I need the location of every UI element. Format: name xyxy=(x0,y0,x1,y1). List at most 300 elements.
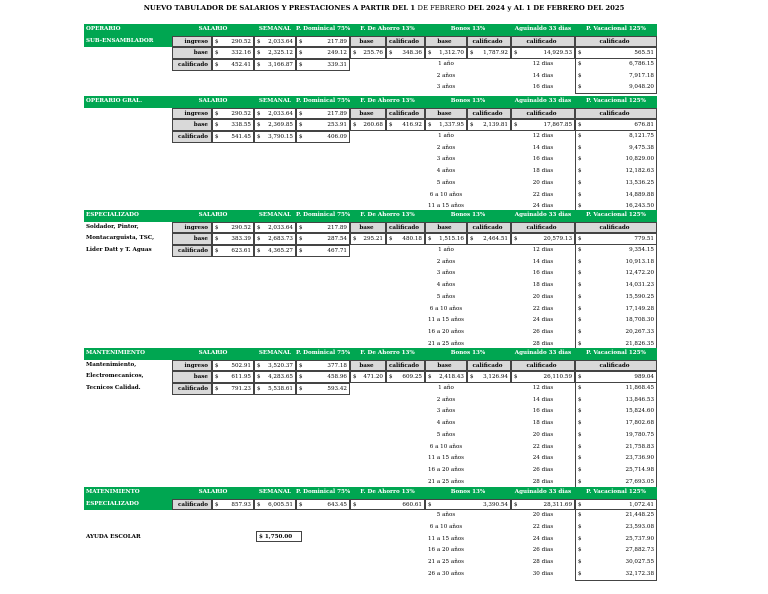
days-label: 12 dias xyxy=(532,61,554,68)
currency-symbol: $ xyxy=(470,50,474,57)
vacation-amount xyxy=(575,465,657,477)
vacation-amount xyxy=(575,557,657,569)
salario-cell xyxy=(212,499,254,511)
header-vacacional: P. Vacacional 125% xyxy=(575,96,657,108)
currency-symbol: $ xyxy=(578,512,582,519)
semanal-cell xyxy=(254,499,296,511)
cell-value: 348.36 xyxy=(402,50,422,57)
cell-value: 6,786.15 xyxy=(629,61,654,68)
dominical-cell xyxy=(296,222,350,234)
days-label: 26 dias xyxy=(532,466,554,473)
salario-cell xyxy=(212,383,254,395)
currency-symbol: $ xyxy=(389,374,393,381)
header-ahorro: F. De Ahorro 13% xyxy=(350,348,425,360)
aguinaldo-calificado-label: calificado xyxy=(511,360,575,372)
header-vacacional: P. Vacacional 125% xyxy=(575,210,657,222)
ahorro-calificado-label: calificado xyxy=(386,360,425,372)
cell-value: 217.89 xyxy=(327,110,347,117)
cell-value: 791.23 xyxy=(231,386,251,393)
cell-value: 30,027.55 xyxy=(625,559,654,566)
ahorro-calificado-label: calificado xyxy=(386,222,425,234)
vacation-amount xyxy=(575,383,657,395)
currency-symbol: $ xyxy=(578,305,582,312)
currency-symbol: $ xyxy=(299,362,303,369)
level-label: calificado xyxy=(172,245,212,257)
header-salario: SALARIO xyxy=(172,348,254,360)
vacation-amount xyxy=(575,327,657,339)
page-title xyxy=(0,4,768,12)
cell-value: 857.93 xyxy=(231,501,251,508)
ahorro-base-label: base xyxy=(350,108,386,120)
bonos-base-value xyxy=(425,371,467,383)
level-label: base xyxy=(172,371,212,383)
years-label: 3 años xyxy=(436,408,456,415)
vacation-amount xyxy=(575,315,657,327)
cell-value: 1,312.70 xyxy=(439,50,464,57)
ahorro-base-value xyxy=(350,119,386,131)
bonos-base-value xyxy=(425,233,467,245)
salario-cell xyxy=(212,131,254,143)
cell-value: 23,736.90 xyxy=(625,455,654,462)
header-salario: SALARIO xyxy=(172,96,254,108)
days-label: 24 dias xyxy=(532,317,554,324)
cell-value: 5,538.61 xyxy=(268,386,293,393)
vacation-amount xyxy=(575,304,657,316)
currency-symbol: $ xyxy=(353,374,357,381)
bonos-base-label: base xyxy=(425,360,467,372)
days-label: 22 dias xyxy=(532,524,554,531)
cell-value: 416.92 xyxy=(402,122,422,129)
bonos-calificado-label: calificado xyxy=(467,222,511,234)
currency-symbol: $ xyxy=(578,203,582,210)
currency-symbol: $ xyxy=(578,328,582,335)
aguinaldo-value xyxy=(511,233,575,245)
header-ahorro: F. De Ahorro 13% xyxy=(350,24,425,36)
cell-value: 260.68 xyxy=(363,122,383,129)
currency-symbol: $ xyxy=(257,501,261,508)
cell-value: 1,787.92 xyxy=(483,50,508,57)
currency-symbol: $ xyxy=(578,535,582,542)
cell-value: 21,448.25 xyxy=(625,512,654,519)
cell-value: 2,464.51 xyxy=(483,236,508,243)
cell-value: 249.12 xyxy=(327,50,347,57)
currency-symbol: $ xyxy=(215,501,219,508)
cell-value: 17,867.85 xyxy=(543,122,572,129)
section-description: Mantenimiento, xyxy=(86,361,137,368)
years-label: 3 años xyxy=(436,156,456,163)
years-label: 16 a 20 años xyxy=(427,466,465,473)
cell-value: 609.25 xyxy=(402,374,422,381)
bonos-base-label: base xyxy=(425,108,467,120)
years-label: 3 años xyxy=(436,84,456,91)
currency-symbol: $ xyxy=(428,122,432,129)
header-vacacional: P. Vacacional 125% xyxy=(575,24,657,36)
cell-value: 1,750.00 xyxy=(264,534,293,540)
cell-value: 295.21 xyxy=(363,236,383,243)
section-description: Tecnicos Calidad. xyxy=(86,385,141,392)
days-label: 20 dias xyxy=(532,431,554,438)
cell-value: 3,166.87 xyxy=(268,62,293,69)
currency-symbol: $ xyxy=(215,224,219,231)
vacacional-calificado-value xyxy=(575,499,657,511)
currency-symbol: $ xyxy=(514,122,518,129)
ahorro-calificado-value xyxy=(386,233,425,245)
section-name: MATENIMIENTO xyxy=(84,487,172,499)
cell-value: 2,325.12 xyxy=(268,50,293,57)
ahorro-calificado-value xyxy=(386,47,425,59)
currency-symbol: $ xyxy=(428,374,432,381)
vacation-amount xyxy=(575,522,657,534)
aguinaldo-value xyxy=(511,499,575,511)
cell-value: 2,139.81 xyxy=(483,122,508,129)
cell-value: 19,780.75 xyxy=(625,431,654,438)
semanal-cell xyxy=(254,222,296,234)
vacation-amount xyxy=(575,154,657,166)
days-label: 28 dias xyxy=(532,340,554,347)
semanal-cell xyxy=(254,383,296,395)
vacation-amount xyxy=(575,545,657,557)
currency-symbol: $ xyxy=(578,385,582,392)
currency-symbol: $ xyxy=(578,191,582,198)
vacation-amount xyxy=(575,131,657,143)
bonos-calificado-value xyxy=(467,371,511,383)
years-label: 2 años xyxy=(436,72,456,79)
header-bonos: Bonos 13% xyxy=(425,24,511,36)
currency-symbol: $ xyxy=(299,50,303,57)
currency-symbol: $ xyxy=(389,236,393,243)
years-label: 6 a 10 años xyxy=(429,443,463,450)
days-label: 16 dias xyxy=(532,156,554,163)
vacation-amount xyxy=(575,143,657,155)
level-label: calificado xyxy=(172,499,212,511)
salario-cell xyxy=(212,371,254,383)
years-label: 5 años xyxy=(436,512,456,519)
section-description: Electromecanicos, xyxy=(86,373,144,380)
cell-value: 541.45 xyxy=(231,134,251,141)
ahorro-base-value xyxy=(350,233,386,245)
dominical-cell xyxy=(296,360,350,372)
bonos-base-value xyxy=(425,119,467,131)
level-label: calificado xyxy=(172,59,212,71)
days-label: 18 dias xyxy=(532,420,554,427)
days-label: 24 dias xyxy=(532,535,554,542)
semanal-cell xyxy=(254,59,296,71)
currency-symbol: $ xyxy=(578,340,582,347)
semanal-cell xyxy=(254,36,296,48)
cell-value: 32,172.38 xyxy=(625,570,654,577)
currency-symbol: $ xyxy=(578,431,582,438)
years-label: 21 a 25 años xyxy=(427,340,465,347)
dominical-cell xyxy=(296,245,350,257)
header-aguinaldo: Aguinaldo 33 dias xyxy=(511,487,575,499)
currency-symbol: $ xyxy=(578,559,582,566)
currency-symbol: $ xyxy=(257,134,261,141)
section-description: Soldador, Pintor, xyxy=(86,223,139,230)
cell-value: 779.51 xyxy=(634,236,654,243)
salario-cell xyxy=(212,360,254,372)
cell-value: 406.09 xyxy=(327,134,347,141)
years-label: 6 a 10 años xyxy=(429,524,463,531)
vacation-amount xyxy=(575,166,657,178)
value: 3,390.54 xyxy=(483,501,508,508)
currency-symbol: $ xyxy=(259,534,263,540)
vacation-amount xyxy=(575,292,657,304)
days-label: 12 dias xyxy=(532,247,554,254)
years-label: 1 año xyxy=(438,385,454,392)
currency-symbol: $ xyxy=(299,501,303,508)
header-aguinaldo: Aguinaldo 33 dias xyxy=(511,24,575,36)
cell-value: 643.45 xyxy=(327,501,347,508)
currency-symbol: $ xyxy=(578,317,582,324)
days-label: 30 dias xyxy=(532,570,554,577)
ahorro-calificado-label: calificado xyxy=(386,108,425,120)
cell-value: DE FEBRERO xyxy=(417,4,466,12)
vacation-amount xyxy=(575,395,657,407)
cell-value: 12,472.20 xyxy=(625,270,654,277)
cell-value: 15,590.25 xyxy=(625,293,654,300)
semanal-cell xyxy=(254,360,296,372)
bonos-calificado-value xyxy=(467,233,511,245)
cell-value: 2,033.64 xyxy=(268,38,293,45)
bonos-calificado-label: calificado xyxy=(467,360,511,372)
ahorro-calificado-value xyxy=(386,119,425,131)
dominical-cell xyxy=(296,371,350,383)
cell-value: 290.52 xyxy=(231,224,251,231)
currency-symbol: $ xyxy=(578,570,582,577)
cell-value: 21,826.35 xyxy=(625,340,654,347)
vacation-amount xyxy=(575,430,657,442)
currency-symbol: $ xyxy=(578,61,582,68)
currency-symbol: $ xyxy=(215,134,219,141)
days-label: 12 dias xyxy=(532,385,554,392)
years-label: 5 años xyxy=(436,179,456,186)
vacation-amount xyxy=(575,418,657,430)
header-salario: SALARIO xyxy=(172,210,254,222)
currency-symbol: $ xyxy=(215,122,219,129)
days-label: 24 dias xyxy=(532,455,554,462)
currency-symbol: $ xyxy=(257,50,261,57)
ayuda-escolar-value xyxy=(256,531,302,542)
currency-symbol: $ xyxy=(578,72,582,79)
level-label: calificado xyxy=(172,131,212,143)
cell-value: 217.89 xyxy=(327,224,347,231)
currency-symbol: $ xyxy=(578,247,582,254)
cell-value: 4,365.27 xyxy=(268,248,293,255)
vacation-amount xyxy=(575,268,657,280)
currency-symbol: $ xyxy=(578,501,582,508)
header-salario: SALARIO xyxy=(172,487,254,499)
aguinaldo-value xyxy=(511,119,575,131)
currency-symbol: $ xyxy=(578,50,582,57)
header-bonos: Bonos 13% xyxy=(425,96,511,108)
cell-value: 13,846.53 xyxy=(625,396,654,403)
section-name: OPERARIO GRAL. xyxy=(84,96,172,108)
days-label: 14 dias xyxy=(532,396,554,403)
cell-value: 6,005.51 xyxy=(268,501,293,508)
currency-symbol: $ xyxy=(215,236,219,243)
cell-value: 1,072.41 xyxy=(629,501,654,508)
section-description: ESPECIALIZADO xyxy=(84,499,172,511)
semanal-cell xyxy=(254,47,296,59)
level-label: ingreso xyxy=(172,36,212,48)
cell-value: 3,520.37 xyxy=(268,362,293,369)
currency-symbol: $ xyxy=(428,501,432,508)
cell-value: 16,243.50 xyxy=(625,203,654,210)
level-label: ingreso xyxy=(172,222,212,234)
header-dominical: P. Dominical 75% xyxy=(296,24,350,36)
ahorro-base-label: base xyxy=(350,222,386,234)
years-label: 6 a 10 años xyxy=(429,191,463,198)
currency-symbol: $ xyxy=(299,224,303,231)
currency-symbol: $ xyxy=(389,50,393,57)
days-label: 26 dias xyxy=(532,328,554,335)
aguinaldo-calificado-label: calificado xyxy=(511,36,575,48)
years-label: 6 a 10 años xyxy=(429,305,463,312)
bonos-base-label: base xyxy=(425,222,467,234)
currency-symbol: $ xyxy=(257,248,261,255)
cell-value: 676.81 xyxy=(634,122,654,129)
currency-symbol: $ xyxy=(514,374,518,381)
cell-value: 21,758.83 xyxy=(625,443,654,450)
semanal-cell xyxy=(254,131,296,143)
cell-value: NUEVO TABULADOR DE SALARIOS Y PRESTACIONES A PARTIR DEL 1 xyxy=(143,4,418,12)
days-label: 22 dias xyxy=(532,443,554,450)
cell-value: 14,889.88 xyxy=(625,191,654,198)
years-label: 1 año xyxy=(438,247,454,254)
semanal-cell xyxy=(254,233,296,245)
currency-symbol: $ xyxy=(257,374,261,381)
ahorro-base-label: base xyxy=(350,36,386,48)
vacacional-calificado-label: calificado xyxy=(575,360,657,372)
cell-value: 17,149.28 xyxy=(625,305,654,312)
cell-value: 290.52 xyxy=(231,38,251,45)
currency-symbol: $ xyxy=(389,122,393,129)
cell-value: 502.91 xyxy=(231,362,251,369)
cell-value: 17,802.68 xyxy=(625,420,654,427)
years-label: 11 a 15 años xyxy=(427,317,465,324)
cell-value: 611.95 xyxy=(231,374,251,381)
header-dominical: P. Dominical 75% xyxy=(296,210,350,222)
vacation-amount xyxy=(575,406,657,418)
cell-value: 20,579.13 xyxy=(543,236,572,243)
vacacional-calificado-value xyxy=(575,47,657,59)
dominical-cell xyxy=(296,36,350,48)
cell-value: 3,790.15 xyxy=(268,134,293,141)
currency-symbol: $ xyxy=(299,122,303,129)
salario-cell xyxy=(212,47,254,59)
currency-symbol: $ xyxy=(299,236,303,243)
cell-value: 25,737.90 xyxy=(625,535,654,542)
days-label: 16 dias xyxy=(532,408,554,415)
cell-value: 10,829.00 xyxy=(625,156,654,163)
days-label: 24 dias xyxy=(532,203,554,210)
cell-value: 15,824.60 xyxy=(625,408,654,415)
cell-value: 2,033.64 xyxy=(268,110,293,117)
years-label: 4 años xyxy=(436,420,456,427)
currency-symbol: $ xyxy=(578,547,582,554)
years-label: 1 año xyxy=(438,133,454,140)
vacation-amount xyxy=(575,442,657,454)
years-label: 11 a 15 años xyxy=(427,535,465,542)
dominical-cell xyxy=(296,383,350,395)
days-label: 14 dias xyxy=(532,72,554,79)
ahorro-base-value xyxy=(350,47,386,59)
years-label: 5 años xyxy=(436,431,456,438)
years-label: 16 a 20 años xyxy=(427,547,465,554)
vacation-amount xyxy=(575,257,657,269)
vacation-amount xyxy=(575,82,657,94)
currency-symbol: $ xyxy=(514,236,518,243)
salario-cell xyxy=(212,119,254,131)
header-dominical: P. Dominical 75% xyxy=(296,487,350,499)
header-semanal: SEMANAL xyxy=(254,24,296,36)
currency-symbol: $ xyxy=(578,443,582,450)
salario-cell xyxy=(212,233,254,245)
currency-symbol: $ xyxy=(578,168,582,175)
cell-value: 290.52 xyxy=(231,110,251,117)
currency-symbol: $ xyxy=(578,236,582,243)
cell-value: 1,515.16 xyxy=(439,236,464,243)
vacation-amount xyxy=(575,71,657,83)
cell-value: 13,536.25 xyxy=(625,179,654,186)
dominical-cell xyxy=(296,47,350,59)
cell-value: 471.20 xyxy=(363,374,383,381)
cell-value: 383.39 xyxy=(231,236,251,243)
currency-symbol: $ xyxy=(215,38,219,45)
cell-value: 452.41 xyxy=(231,62,251,69)
cell-value: 27,882.73 xyxy=(625,547,654,554)
cell-value: 9,475.38 xyxy=(629,144,654,151)
currency-symbol: $ xyxy=(578,408,582,415)
header-ahorro: F. De Ahorro 13% xyxy=(350,210,425,222)
currency-symbol: $ xyxy=(353,50,357,57)
currency-symbol: $ xyxy=(514,50,518,57)
vacation-amount xyxy=(575,280,657,292)
aguinaldo-calificado-label: calificado xyxy=(511,108,575,120)
cell-value: 4,283.65 xyxy=(268,374,293,381)
vacacional-calificado-value xyxy=(575,233,657,245)
vacation-amount xyxy=(575,453,657,465)
dominical-cell xyxy=(296,499,350,511)
currency-symbol: $ xyxy=(257,62,261,69)
level-label: base xyxy=(172,47,212,59)
salario-cell xyxy=(212,222,254,234)
days-label: 16 dias xyxy=(532,270,554,277)
cell-value: 11,868.45 xyxy=(625,385,654,392)
header-aguinaldo: Aguinaldo 33 dias xyxy=(511,210,575,222)
cell-value: 20,267.33 xyxy=(625,328,654,335)
cell-value: 28,311.69 xyxy=(543,501,572,508)
level-label: calificado xyxy=(172,383,212,395)
header-semanal: SEMANAL xyxy=(254,348,296,360)
currency-symbol: $ xyxy=(428,236,432,243)
ahorro-calificado-value xyxy=(386,371,425,383)
vacacional-calificado-label: calificado xyxy=(575,36,657,48)
currency-symbol: $ xyxy=(578,478,582,485)
header-vacacional: P. Vacacional 125% xyxy=(575,348,657,360)
header-semanal: SEMANAL xyxy=(254,210,296,222)
currency-symbol: $ xyxy=(578,293,582,300)
cell-value: 332.16 xyxy=(231,50,251,57)
bonos-base-label: base xyxy=(425,36,467,48)
cell-value: 7,917.18 xyxy=(629,72,654,79)
currency-symbol: $ xyxy=(215,386,219,393)
currency-symbol: $ xyxy=(353,501,357,508)
header-semanal: SEMANAL xyxy=(254,96,296,108)
cell-value: 338.55 xyxy=(231,122,251,129)
currency-symbol: $ xyxy=(257,122,261,129)
currency-symbol: $ xyxy=(299,38,303,45)
